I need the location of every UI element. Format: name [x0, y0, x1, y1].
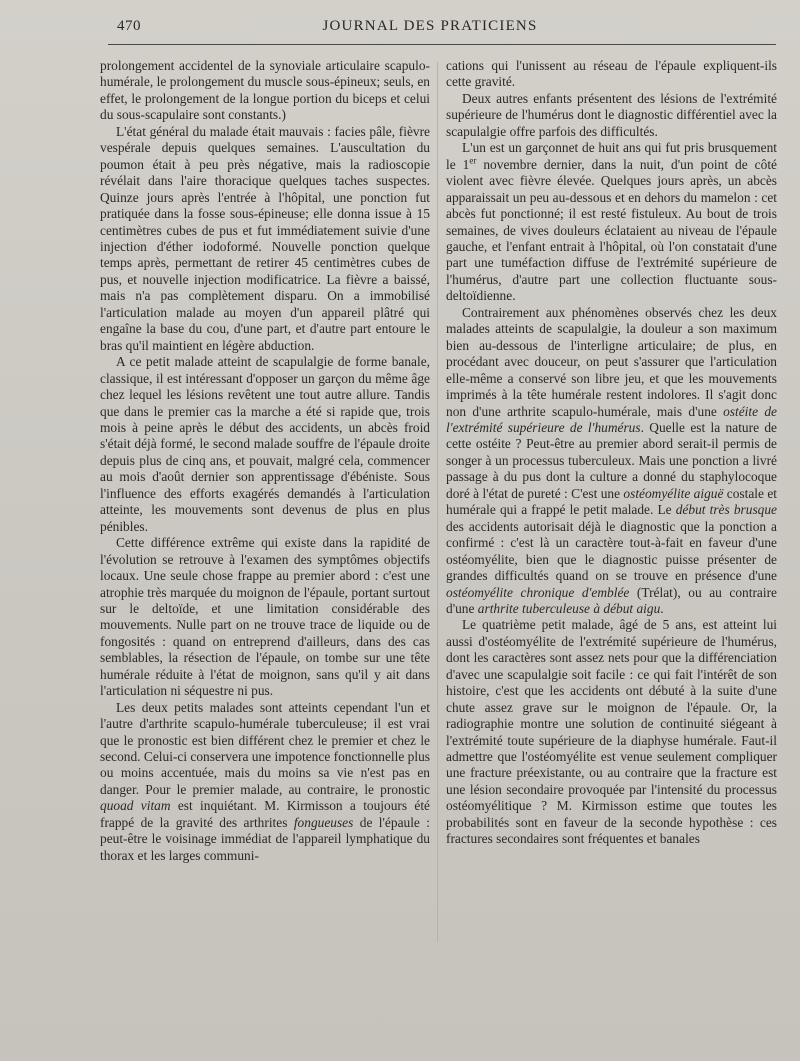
text-run: novembre dernier, dans la nuit, d'un point de côté violent avec fièvre élevée. Quelques jours après, un abcès apparaissait un peu au-dessous et en dehors du mamelon : cet abcès fut ponctionné; il est resté fistuleux. Au bout de trois semaines, de vives douleurs éclataient au niveau de l'épaule gauche, et l'enfant entrait à l'hôpital, où l'on constatait d'une part une tuméfaction diffuse de l'extrémité supérieure de l'humérus, d'autre part une collection fluctuante sous-deltoïdienne.: [446, 156, 777, 304]
italic-text: début très brusque: [675, 502, 777, 518]
italic-text: arthrite tuberculeuse à début aigu: [477, 600, 661, 616]
running-title: JOURNAL DES PRATICIENS: [322, 18, 538, 34]
text-run: de l'épaule : peut-être le voisinage immédiat de l'appareil lymphatique du thorax et les larges communi-: [100, 814, 430, 863]
text-run: L'un est un garçonnet de huit ans qui fut pris brusquement le 1: [446, 140, 777, 172]
text-run: Les deux petits malades sont atteints cependant l'un et l'autre d'arthrite scapulo-humérale tuberculeuse; il est vrai que le pronostic est bien différent chez le premier et chez le second. Celui-ci conservera une impotence fonctionnelle plus ou moins accentuée, mais du moins sa vie n'est pas en danger. Pour le premier malade, au contraire, le pronostic: [100, 699, 430, 797]
text-run: .: [660, 600, 664, 616]
text-run: des accidents autorisait déjà le diagnostic que la ponction a confirmé : c'est là un caractère tout-à-fait en faveur d'une ostéomyélite, bien que le diagnostic puisse présenter de grandes difficultés quand on se trouve en présence d'une: [446, 518, 777, 584]
paragraph: [446, 305, 777, 618]
right-column: [446, 58, 777, 848]
text-run: (Trélat), ou au contraire d'une: [446, 584, 777, 616]
text-run: est inquiétant. M. Kirmisson a toujours été frappé de la gravité des arthrites: [100, 798, 431, 830]
text-run: . Quelle est la nature de cette ostéite ? Peut-être au premier abord serait-il permis de songer à un processus tuberculeux. Mais une ponction a livré passage à du pus dont la culture a donné du staphylocoque doré à l'état de pureté : C'est une: [446, 419, 778, 501]
header-rule: [108, 44, 776, 45]
superscript: er: [469, 155, 477, 166]
paragraph: [100, 700, 430, 865]
paragraph: L'état général du malade était mauvais : facies pâle, fièvre vespérale depuis quelques semaines. L'auscultation du poumon était à peu près négative, mais la radioscopie révélait dans l'aire thoracique quelques taches suspectes. Quinze jours après l'entrée à l'hôpital, une ponction fut pratiquée dans la fosse sous-épineuse; elle donna issue à 15 centimètres cubes de pus et fut immédiatement suivie d'une injection d'éther iodoformé. Nouvelle ponction quelque temps après, permettant de retirer 45 centimètres cubes de pus, et nouvelle injection modificatrice. La fièvre a baissé, mais n'a pas complètement disparu. On a immobilisé l'articulation malade au moyen d'un appareil plâtré qui engaîne la base du cou, d'une part, et d'autre part entoure le bras qu'il maintient en légère abduction.: [100, 123, 430, 353]
paragraph: A ce petit malade atteint de scapulalgie de forme banale, classique, il est intéressant d'opposer un garçon du même âge chez lequel les lésions revêtent une tout autre allure. Tandis que dans le premier cas la marche a été si rapide que, trois mois à peine après le début des accidents, un abcès froid s'était déjà formé, le second malade souffre de l'épaule droite depuis plus de cinq ans, et pouvait, malgré cela, commencer au mois d'août dernier son apprentissage d'ébéniste. Sous l'influence des efforts exagérés demandés à l'articulation atteinte, les mouvements sont devenus de plus en plus pénibles.: [100, 354, 430, 534]
text-run: costale et humérale qui a frappé le petit malade. Le: [446, 485, 777, 518]
italic-text: quoad vitam: [100, 798, 171, 814]
page-header: [0, 18, 800, 40]
paragraph: [446, 140, 777, 305]
paragraph: Le quatrième petit malade, âgé de 5 ans, est atteint lui aussi d'ostéomyélite de l'extrémité supérieure de l'humérus, dont les caractères sont assez nets pour que la différenciation d'avec une scapulalgie soit facile : ce qui fait l'intérêt de son histoire, c'est que les accidents ont débuté à la suite d'une chute assez grave sur le moignon de l'épaule. Or, la radiographie montre une solution de continuité siégeant à l'extrémité toute supérieure de la diaphyse humérale. Faut-il admettre que l'ostéomyélite est venue seulement compliquer une fracture préexistante, ou au contraire que la fracture est une lésion secondaire provoquée par l'intensité du processus ostéomyélitique ? M. Kirmisson estime que toutes les probabilités sont en faveur de la seconde hypothèse : ces fractures secondaires sont fréquentes et banales: [446, 617, 777, 847]
paragraph: Cette différence extrême qui existe dans la rapidité de l'évolution se retrouve à l'examen des symptômes objectifs locaux. Une seule chose frappe au premier abord : c'est une atrophie très marquée du moignon de l'épaule, portant surtout sur le deltoïde, et une limitation considérable des mouvements. Nulle part on ne trouve trace de liquide ou de fongosités : quand on entreprend d'ailleurs, dans des cas semblables, la résection de l'épaule, on tombe sur une tête humérale réduite à l'état de moignon, sans qu'il y ait dans l'articulation ni séquestre ni pus.: [100, 535, 430, 699]
italic-text: ostéomyélite aiguë: [623, 485, 724, 501]
page-number: 470: [117, 18, 141, 34]
text-run: Contrairement aux phénomènes observés chez les deux malades atteints de scapulalgie, la douleur a son maximum bien au-dessous de l'interligne articulaire; de plus, en procédant avec douceur, on peut s'assurer que l'articulation elle-même a conservé son libre jeu, et que les mouvements imprimés à la tête humérale restent indolores. Il s'agit donc non d'une arthrite scapulo-humérale, mais d'une: [446, 304, 777, 419]
italic-text: ostéite de l'extrémité supérieure de l'humérus: [446, 403, 777, 435]
italic-text: ostéomyélite chronique d'emblée: [446, 584, 630, 600]
italic-text: fongueuses: [293, 814, 354, 830]
paragraph: prolongement accidentel de la synoviale articulaire scapulo-humérale, le prolongement du muscle sous-épineux; seuls, en effet, le prolongement de la longue portion du biceps et celui du sous-scapulaire sont constants.): [100, 58, 430, 123]
paragraph: cations qui l'unissent au réseau de l'épaule expliquent-ils cette gravité.: [446, 58, 777, 90]
column-divider: [437, 62, 438, 942]
left-column: [100, 58, 430, 864]
paragraph: Deux autres enfants présentent des lésions de l'extrémité supérieure de l'humérus dont le diagnostic différentiel avec la scapulalgie offre parfois des difficultés.: [446, 90, 777, 139]
